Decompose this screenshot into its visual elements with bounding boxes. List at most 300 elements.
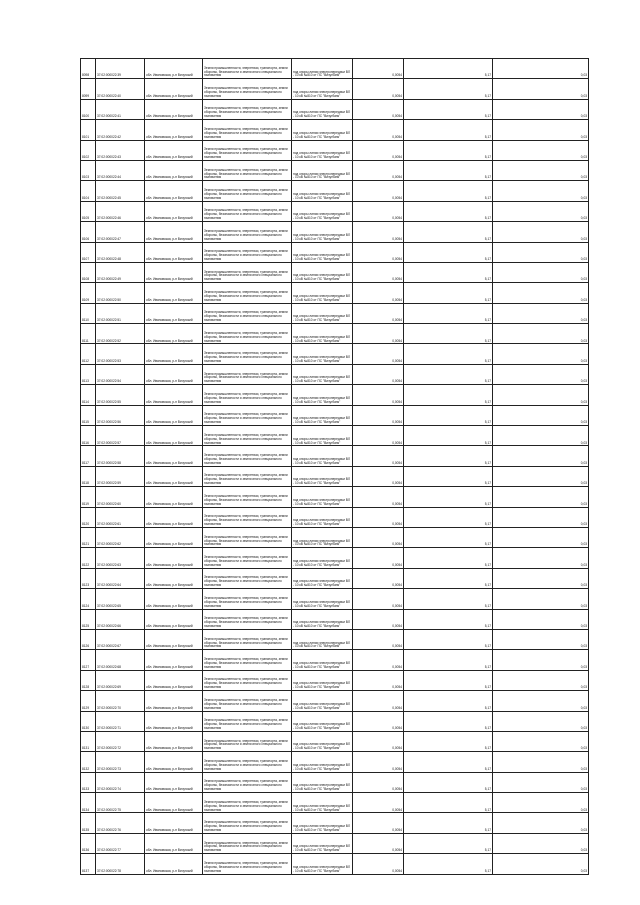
cadastral-number: 37:02:000022:41 [96,99,145,119]
row-number: 8131 [81,731,96,751]
cadastral-number: 37:02:000022:61 [96,507,145,527]
purpose-cell: под опоры линии электропередачи ВЛ - 10 кВ №810 от ПС "Вичугбанк" [292,833,353,853]
land-category-cell: Земли промышленности, энергетики, транспорта, земли обороны, безопасности и земли иного специального назначения [203,140,292,160]
table-row [81,711,589,731]
row-number: 8107 [81,242,96,262]
land-category-cell: Земли промышленности, энергетики, транспорта, земли обороны, безопасности и земли иного специального назначения [203,120,292,140]
table-row [81,833,589,853]
table-row [81,629,589,649]
table-row [81,650,589,670]
table-row [81,426,589,446]
land-category-cell: Земли промышленности, энергетики, транспорта, земли обороны, безопасности и земли иного специального назначения [203,426,292,446]
cadastral-number: 37:02:000022:43 [96,140,145,160]
address-cell: обл. Ивановская, р-н Вичугский [145,609,203,629]
purpose-cell: под опоры линии электропередачи ВЛ - 10 кВ №810 от ПС "Вичугбанк" [292,79,353,99]
table-row [81,344,589,364]
area-cell: 0,0054 [353,59,404,79]
purpose-cell: под опоры линии электропередачи ВЛ - 10 кВ №810 от ПС "Вичугбанк" [292,650,353,670]
area-cell: 0,0054 [353,650,404,670]
value-cell: 5,17 [404,364,493,384]
value-cell: 5,17 [404,181,493,201]
area-cell: 0,0054 [353,487,404,507]
area-cell: 0,0054 [353,731,404,751]
purpose-cell: под опоры линии электропередачи ВЛ - 10 кВ №810 от ПС "Вичугбанк" [292,670,353,690]
purpose-cell: под опоры линии электропередачи ВЛ - 10 кВ №810 от ПС "Вичугбанк" [292,364,353,384]
address-cell: обл. Ивановская, р-н Вичугский [145,222,203,242]
area-cell: 0,0054 [353,609,404,629]
row-number: 8115 [81,405,96,425]
area-cell: 0,0054 [353,793,404,813]
land-category-cell: Земли промышленности, энергетики, транспорта, земли обороны, безопасности и земли иного специального назначения [203,813,292,833]
total-cell: 0,03 [493,140,589,160]
table-row [81,79,589,99]
table-row [81,609,589,629]
total-cell: 0,03 [493,793,589,813]
address-cell: обл. Ивановская, р-н Вичугский [145,79,203,99]
area-cell: 0,0054 [353,405,404,425]
value-cell: 5,17 [404,772,493,792]
total-cell: 0,03 [493,385,589,405]
address-cell: обл. Ивановская, р-н Вичугский [145,160,203,180]
land-category-cell: Земли промышленности, энергетики, транспорта, земли обороны, безопасности и земли иного специального назначения [203,691,292,711]
table-row [81,181,589,201]
total-cell: 0,03 [493,242,589,262]
address-cell: обл. Ивановская, р-н Вичугский [145,426,203,446]
total-cell: 0,03 [493,222,589,242]
purpose-cell: под опоры линии электропередачи ВЛ - 10 кВ №810 от ПС "Вичугбанк" [292,487,353,507]
area-cell: 0,0054 [353,364,404,384]
row-number: 8111 [81,324,96,344]
total-cell: 0,03 [493,813,589,833]
cadastral-number: 37:02:000022:68 [96,650,145,670]
row-number: 8120 [81,507,96,527]
land-category-cell: Земли промышленности, энергетики, транспорта, земли обороны, безопасности и земли иного специального назначения [203,772,292,792]
cadastral-number: 37:02:000022:72 [96,731,145,751]
row-number: 8099 [81,79,96,99]
total-cell: 0,03 [493,262,589,282]
address-cell: обл. Ивановская, р-н Вичугский [145,711,203,731]
cadastral-number: 37:02:000022:75 [96,793,145,813]
purpose-cell: под опоры линии электропередачи ВЛ - 10 кВ №810 от ПС "Вичугбанк" [292,731,353,751]
total-cell: 0,03 [493,752,589,772]
table-row [81,59,589,79]
address-cell: обл. Ивановская, р-н Вичугский [145,324,203,344]
table-row [81,120,589,140]
value-cell: 5,17 [404,711,493,731]
table-row [81,813,589,833]
table-row [81,548,589,568]
area-cell: 0,0054 [353,813,404,833]
land-category-cell: Земли промышленности, энергетики, транспорта, земли обороны, безопасности и земли иного специального назначения [203,99,292,119]
table-row [81,568,589,588]
row-number: 8106 [81,222,96,242]
land-category-cell: Земли промышленности, энергетики, транспорта, земли обороны, безопасности и земли иного специального назначения [203,650,292,670]
purpose-cell: под опоры линии электропередачи ВЛ - 10 кВ №810 от ПС "Вичугбанк" [292,222,353,242]
cadastral-number: 37:02:000022:59 [96,466,145,486]
area-cell: 0,0054 [353,568,404,588]
row-number: 8124 [81,589,96,609]
value-cell: 5,17 [404,59,493,79]
table-row [81,283,589,303]
table-body [81,59,589,875]
area-cell: 0,0054 [353,385,404,405]
cadastral-number: 37:02:000022:77 [96,833,145,853]
total-cell: 0,03 [493,731,589,751]
table-row [81,262,589,282]
cadastral-number: 37:02:000022:64 [96,568,145,588]
purpose-cell: под опоры линии электропередачи ВЛ - 10 кВ №810 от ПС "Вичугбанк" [292,691,353,711]
address-cell: обл. Ивановская, р-н Вичугский [145,548,203,568]
value-cell: 5,17 [404,324,493,344]
area-cell: 0,0054 [353,344,404,364]
land-category-cell: Земли промышленности, энергетики, транспорта, земли обороны, безопасности и земли иного специального назначения [203,344,292,364]
value-cell: 5,17 [404,752,493,772]
value-cell: 5,17 [404,527,493,547]
purpose-cell: под опоры линии электропередачи ВЛ - 10 кВ №810 от ПС "Вичугбанк" [292,507,353,527]
row-number: 8126 [81,629,96,649]
cadastral-number: 37:02:000022:39 [96,59,145,79]
value-cell: 5,17 [404,731,493,751]
value-cell: 5,17 [404,691,493,711]
row-number: 8132 [81,752,96,772]
row-number: 8129 [81,691,96,711]
address-cell: обл. Ивановская, р-н Вичугский [145,813,203,833]
total-cell: 0,03 [493,650,589,670]
area-cell: 0,0054 [353,711,404,731]
value-cell: 5,17 [404,650,493,670]
table-row [81,854,589,874]
cadastral-number: 37:02:000022:63 [96,548,145,568]
row-number: 8100 [81,99,96,119]
purpose-cell: под опоры линии электропередачи ВЛ - 10 кВ №810 от ПС "Вичугбанк" [292,405,353,425]
row-number: 8134 [81,793,96,813]
total-cell: 0,03 [493,833,589,853]
purpose-cell: под опоры линии электропередачи ВЛ - 10 кВ №810 от ПС "Вичугбанк" [292,201,353,221]
cadastral-number: 37:02:000022:44 [96,160,145,180]
cadastral-number: 37:02:000022:49 [96,262,145,282]
purpose-cell: под опоры линии электропередачи ВЛ - 10 кВ №810 от ПС "Вичугбанк" [292,629,353,649]
table-row [81,242,589,262]
total-cell: 0,03 [493,446,589,466]
cadastral-number: 37:02:000022:51 [96,303,145,323]
document-page [80,58,587,875]
purpose-cell: под опоры линии электропередачи ВЛ - 10 кВ №810 от ПС "Вичугбанк" [292,262,353,282]
area-cell: 0,0054 [353,527,404,547]
total-cell: 0,03 [493,589,589,609]
value-cell: 5,17 [404,222,493,242]
area-cell: 0,0054 [353,691,404,711]
address-cell: обл. Ивановская, р-н Вичугский [145,446,203,466]
row-number: 8116 [81,426,96,446]
row-number: 8121 [81,527,96,547]
total-cell: 0,03 [493,99,589,119]
area-cell: 0,0054 [353,222,404,242]
total-cell: 0,03 [493,548,589,568]
total-cell: 0,03 [493,79,589,99]
row-number: 8123 [81,568,96,588]
land-category-cell: Земли промышленности, энергетики, транспорта, земли обороны, безопасности и земли иного специального назначения [203,79,292,99]
purpose-cell: под опоры линии электропередачи ВЛ - 10 кВ №810 от ПС "Вичугбанк" [292,793,353,813]
land-category-cell: Земли промышленности, энергетики, транспорта, земли обороны, безопасности и земли иного специального назначения [203,466,292,486]
total-cell: 0,03 [493,181,589,201]
address-cell: обл. Ивановская, р-н Вичугский [145,385,203,405]
land-category-cell: Земли промышленности, энергетики, транспорта, земли обороны, безопасности и земли иного специального назначения [203,242,292,262]
value-cell: 5,17 [404,262,493,282]
land-category-cell: Земли промышленности, энергетики, транспорта, земли обороны, безопасности и земли иного специального назначения [203,201,292,221]
land-category-cell: Земли промышленности, энергетики, транспорта, земли обороны, безопасности и земли иного специального назначения [203,527,292,547]
address-cell: обл. Ивановская, р-н Вичугский [145,731,203,751]
land-category-cell: Земли промышленности, энергетики, транспорта, земли обороны, безопасности и земли иного специального назначения [203,854,292,874]
total-cell: 0,03 [493,364,589,384]
value-cell: 5,17 [404,99,493,119]
cadastral-number: 37:02:000022:71 [96,711,145,731]
cadastral-number: 37:02:000022:78 [96,854,145,874]
value-cell: 5,17 [404,160,493,180]
table-row [81,772,589,792]
address-cell: обл. Ивановская, р-н Вичугский [145,854,203,874]
total-cell: 0,03 [493,609,589,629]
total-cell: 0,03 [493,670,589,690]
address-cell: обл. Ивановская, р-н Вичугский [145,140,203,160]
land-category-cell: Земли промышленности, энергетики, транспорта, земли обороны, безопасности и земли иного специального назначения [203,324,292,344]
purpose-cell: под опоры линии электропередачи ВЛ - 10 кВ №810 от ПС "Вичугбанк" [292,385,353,405]
purpose-cell: под опоры линии электропередачи ВЛ - 10 кВ №810 от ПС "Вичугбанк" [292,120,353,140]
row-number: 8114 [81,385,96,405]
area-cell: 0,0054 [353,854,404,874]
purpose-cell: под опоры линии электропередачи ВЛ - 10 кВ №810 от ПС "Вичугбанк" [292,813,353,833]
row-number: 8136 [81,833,96,853]
land-category-cell: Земли промышленности, энергетики, транспорта, земли обороны, безопасности и земли иного специального назначения [203,589,292,609]
value-cell: 5,17 [404,466,493,486]
land-category-cell: Земли промышленности, энергетики, транспорта, земли обороны, безопасности и земли иного специального назначения [203,181,292,201]
value-cell: 5,17 [404,854,493,874]
area-cell: 0,0054 [353,507,404,527]
address-cell: обл. Ивановская, р-н Вичугский [145,629,203,649]
row-number: 8112 [81,344,96,364]
cadastral-number: 37:02:000022:57 [96,426,145,446]
purpose-cell: под опоры линии электропередачи ВЛ - 10 кВ №810 от ПС "Вичугбанк" [292,283,353,303]
area-cell: 0,0054 [353,446,404,466]
value-cell: 5,17 [404,507,493,527]
total-cell: 0,03 [493,160,589,180]
table-row [81,303,589,323]
value-cell: 5,17 [404,589,493,609]
purpose-cell: под опоры линии электропередачи ВЛ - 10 кВ №810 от ПС "Вичугбанк" [292,99,353,119]
row-number: 8101 [81,120,96,140]
row-number: 8103 [81,160,96,180]
land-category-cell: Земли промышленности, энергетики, транспорта, земли обороны, безопасности и земли иного специального назначения [203,629,292,649]
value-cell: 5,17 [404,242,493,262]
total-cell: 0,03 [493,568,589,588]
value-cell: 5,17 [404,405,493,425]
address-cell: обл. Ивановская, р-н Вичугский [145,59,203,79]
total-cell: 0,03 [493,426,589,446]
total-cell: 0,03 [493,487,589,507]
table-row [81,160,589,180]
table-row [81,487,589,507]
area-cell: 0,0054 [353,262,404,282]
land-category-cell: Земли промышленности, энергетики, транспорта, земли обороны, безопасности и земли иного специального назначения [203,262,292,282]
land-category-cell: Земли промышленности, энергетики, транспорта, земли обороны, безопасности и земли иного специального назначения [203,793,292,813]
row-number: 8109 [81,283,96,303]
purpose-cell: под опоры линии электропередачи ВЛ - 10 кВ №810 от ПС "Вичугбанк" [292,548,353,568]
address-cell: обл. Ивановская, р-н Вичугский [145,99,203,119]
purpose-cell: под опоры линии электропередачи ВЛ - 10 кВ №810 от ПС "Вичугбанк" [292,242,353,262]
cadastral-number: 37:02:000022:58 [96,446,145,466]
table-row [81,364,589,384]
land-category-cell: Земли промышленности, энергетики, транспорта, земли обороны, безопасности и земли иного специального назначения [203,670,292,690]
cadastral-number: 37:02:000022:76 [96,813,145,833]
land-category-cell: Земли промышленности, энергетики, транспорта, земли обороны, безопасности и земли иного специального назначения [203,303,292,323]
table-row [81,446,589,466]
row-number: 8113 [81,364,96,384]
cadastral-number: 37:02:000022:74 [96,772,145,792]
purpose-cell: под опоры линии электропередачи ВЛ - 10 кВ №810 от ПС "Вичугбанк" [292,854,353,874]
area-cell: 0,0054 [353,99,404,119]
cadastral-number: 37:02:000022:70 [96,691,145,711]
address-cell: обл. Ивановская, р-н Вичугский [145,201,203,221]
cadastral-number: 37:02:000022:42 [96,120,145,140]
value-cell: 5,17 [404,446,493,466]
table-row [81,589,589,609]
table-row [81,793,589,813]
table-row [81,324,589,344]
land-category-cell: Земли промышленности, энергетики, транспорта, земли обороны, безопасности и земли иного специального назначения [203,283,292,303]
address-cell: обл. Ивановская, р-н Вичугский [145,691,203,711]
area-cell: 0,0054 [353,140,404,160]
address-cell: обл. Ивановская, р-н Вичугский [145,670,203,690]
address-cell: обл. Ивановская, р-н Вичугский [145,303,203,323]
value-cell: 5,17 [404,609,493,629]
purpose-cell: под опоры линии электропередачи ВЛ - 10 кВ №810 от ПС "Вичугбанк" [292,466,353,486]
value-cell: 5,17 [404,140,493,160]
area-cell: 0,0054 [353,589,404,609]
land-category-cell: Земли промышленности, энергетики, транспорта, земли обороны, безопасности и земли иного специального назначения [203,385,292,405]
value-cell: 5,17 [404,79,493,99]
total-cell: 0,03 [493,59,589,79]
table-row [81,670,589,690]
value-cell: 5,17 [404,793,493,813]
row-number: 8137 [81,854,96,874]
row-number: 8110 [81,303,96,323]
value-cell: 5,17 [404,548,493,568]
total-cell: 0,03 [493,120,589,140]
address-cell: обл. Ивановская, р-н Вичугский [145,833,203,853]
address-cell: обл. Ивановская, р-н Вичугский [145,772,203,792]
row-number: 8104 [81,181,96,201]
total-cell: 0,03 [493,283,589,303]
purpose-cell: под опоры линии электропередачи ВЛ - 10 кВ №810 от ПС "Вичугбанк" [292,752,353,772]
cadastral-number: 37:02:000022:56 [96,405,145,425]
total-cell: 0,03 [493,629,589,649]
purpose-cell: под опоры линии электропередачи ВЛ - 10 кВ №810 от ПС "Вичугбанк" [292,303,353,323]
land-category-cell: Земли промышленности, энергетики, транспорта, земли обороны, безопасности и земли иного специального назначения [203,487,292,507]
purpose-cell: под опоры линии электропередачи ВЛ - 10 кВ №810 от ПС "Вичугбанк" [292,446,353,466]
land-category-cell: Земли промышленности, энергетики, транспорта, земли обороны, безопасности и земли иного специального назначения [203,609,292,629]
value-cell: 5,17 [404,283,493,303]
address-cell: обл. Ивановская, р-н Вичугский [145,120,203,140]
address-cell: обл. Ивановская, р-н Вичугский [145,752,203,772]
area-cell: 0,0054 [353,548,404,568]
land-category-cell: Земли промышленности, энергетики, транспорта, земли обороны, безопасности и земли иного специального назначения [203,731,292,751]
row-number: 8098 [81,59,96,79]
total-cell: 0,03 [493,711,589,731]
total-cell: 0,03 [493,344,589,364]
purpose-cell: под опоры линии электропередачи ВЛ - 10 кВ №810 от ПС "Вичугбанк" [292,140,353,160]
row-number: 8117 [81,446,96,466]
row-number: 8118 [81,466,96,486]
address-cell: обл. Ивановская, р-н Вичугский [145,405,203,425]
cadastral-number: 37:02:000022:52 [96,324,145,344]
purpose-cell: под опоры линии электропередачи ВЛ - 10 кВ №810 от ПС "Вичугбанк" [292,711,353,731]
cadastral-number: 37:02:000022:55 [96,385,145,405]
land-category-cell: Земли промышленности, энергетики, транспорта, земли обороны, безопасности и земли иного специального назначения [203,446,292,466]
cadastral-number: 37:02:000022:54 [96,364,145,384]
table-row [81,731,589,751]
address-cell: обл. Ивановская, р-н Вичугский [145,181,203,201]
purpose-cell: под опоры линии электропередачи ВЛ - 10 кВ №810 от ПС "Вичугбанк" [292,568,353,588]
purpose-cell: под опоры линии электропередачи ВЛ - 10 кВ №810 от ПС "Вичугбанк" [292,426,353,446]
row-number: 8128 [81,670,96,690]
address-cell: обл. Ивановская, р-н Вичугский [145,242,203,262]
row-number: 8102 [81,140,96,160]
table-row [81,752,589,772]
address-cell: обл. Ивановская, р-н Вичугский [145,344,203,364]
area-cell: 0,0054 [353,160,404,180]
land-category-cell: Земли промышленности, энергетики, транспорта, земли обороны, безопасности и земли иного специального назначения [203,405,292,425]
cadastral-number: 37:02:000022:45 [96,181,145,201]
row-number: 8127 [81,650,96,670]
row-number: 8133 [81,772,96,792]
area-cell: 0,0054 [353,283,404,303]
purpose-cell: под опоры линии электропередачи ВЛ - 10 кВ №810 от ПС "Вичугбанк" [292,59,353,79]
address-cell: обл. Ивановская, р-н Вичугский [145,364,203,384]
area-cell: 0,0054 [353,120,404,140]
total-cell: 0,03 [493,201,589,221]
cadastral-number: 37:02:000022:47 [96,222,145,242]
table-row [81,99,589,119]
area-cell: 0,0054 [353,79,404,99]
purpose-cell: под опоры линии электропередачи ВЛ - 10 кВ №810 от ПС "Вичугбанк" [292,609,353,629]
value-cell: 5,17 [404,303,493,323]
table-row [81,405,589,425]
value-cell: 5,17 [404,344,493,364]
cadastral-number: 37:02:000022:65 [96,589,145,609]
row-number: 8130 [81,711,96,731]
row-number: 8108 [81,262,96,282]
value-cell: 5,17 [404,813,493,833]
table-row [81,222,589,242]
cadastral-number: 37:02:000022:73 [96,752,145,772]
land-category-cell: Земли промышленности, энергетики, транспорта, земли обороны, безопасности и земли иного специального назначения [203,364,292,384]
land-category-cell: Земли промышленности, энергетики, транспорта, земли обороны, безопасности и земли иного специального назначения [203,222,292,242]
land-category-cell: Земли промышленности, энергетики, транспорта, земли обороны, безопасности и земли иного специального назначения [203,59,292,79]
row-number: 8125 [81,609,96,629]
purpose-cell: под опоры линии электропередачи ВЛ - 10 кВ №810 от ПС "Вичугбанк" [292,527,353,547]
table-row [81,691,589,711]
purpose-cell: под опоры линии электропередачи ВЛ - 10 кВ №810 от ПС "Вичугбанк" [292,181,353,201]
land-category-cell: Земли промышленности, энергетики, транспорта, земли обороны, безопасности и земли иного специального назначения [203,548,292,568]
cadastral-number: 37:02:000022:50 [96,283,145,303]
total-cell: 0,03 [493,527,589,547]
value-cell: 5,17 [404,833,493,853]
row-number: 8122 [81,548,96,568]
total-cell: 0,03 [493,854,589,874]
area-cell: 0,0054 [353,426,404,446]
total-cell: 0,03 [493,507,589,527]
area-cell: 0,0054 [353,303,404,323]
table-row [81,201,589,221]
